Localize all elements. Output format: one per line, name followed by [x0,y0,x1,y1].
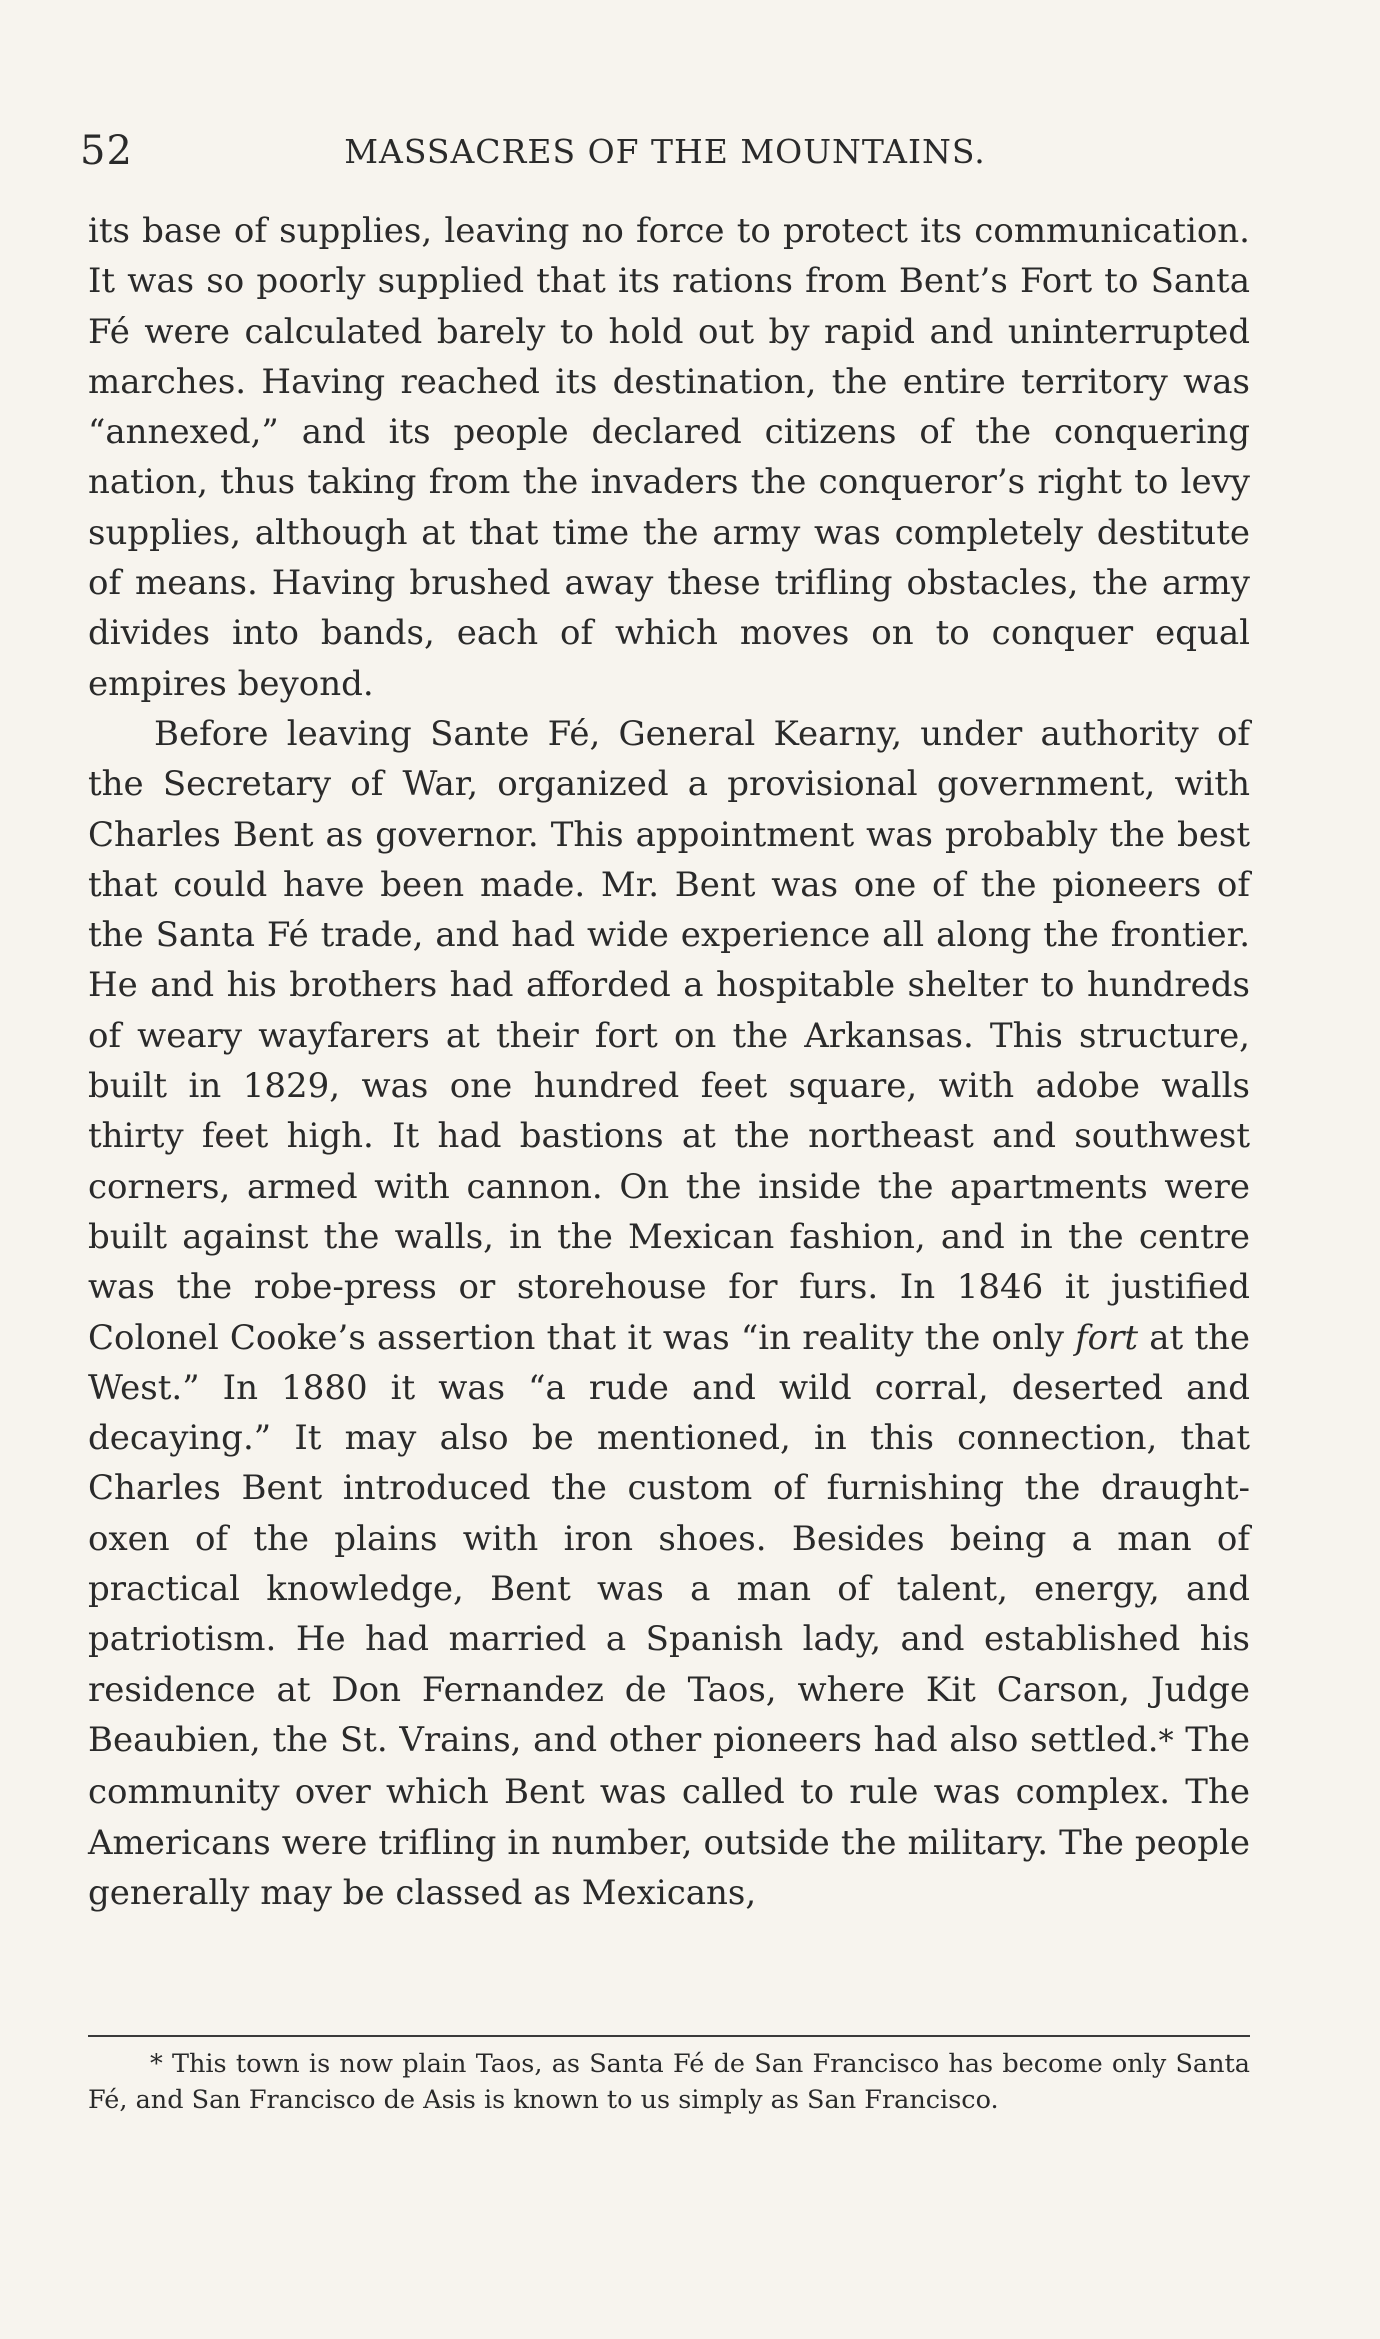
paragraph-text: The community over which Bent was called to rule was complex. The Americans were trifling in number, outside the military. The people generally may be classed as Mexicans, [88,1719,1250,1913]
page-number: 52 [80,128,133,174]
paragraph-continued: its base of supplies, leaving no force to protect its communication. It was so poorly supplied that its rations from Bent’s Fort to Santa Fé were calculated barely to hold out by rapid and uninterrupted marches. Having reached its destination, the entire territory was “annexed,” and its people declared citizens of the conquering nation, thus taking from the invaders the conqueror’s right to levy supplies, although at that time the army was completely destitute of means. Having brushed away these trifling obstacles, the army divides into bands, each of which moves on to conquer equal empires beyond. [88,211,1250,704]
running-head [80,128,1250,178]
footnote-rule [88,2035,1250,2037]
emphasis-fort: fort [1075,1317,1139,1358]
body-text [88,206,1250,1918]
footnote: * This town is now plain Taos, as Santa Fé de San Francisco has become only Santa Fé, and San Francisco de Asis is known to us simply as San Francisco. [88,2049,1250,2115]
paragraph-bent-governor [88,709,1250,1918]
running-title: MASSACRES OF THE MOUNTAINS. [344,132,986,171]
paragraph-text: Before leaving Sante Fé, General Kearny, under authority of the Secretary of War, organized a provisional government, with Charles Bent as governor. This appointment was probably the best that could have been made. Mr. Bent was one of the pioneers of the Santa Fé trade, and had wide experience all along the frontier. He and his brothers had afforded a hospitable shelter to hundreds of weary wayfarers at their fort on the Arkansas. This structure, built in 1829, was one hundred feet square, with adobe walls thirty feet high. It had bastions at the northeast and southwest corners, armed with cannon. On the inside the apartments were built against the walls, in the Mexican fashion, and in the centre was the robe-press or storehouse for furs. In 1846 it justified Colonel Cooke’s assertion that it was “in reality the only [88,713,1250,1358]
footnote-marker: * [1158,1723,1174,1759]
paragraph-text: at the West.” In 1880 it was “a rude and wild corral, deserted and decaying.” It may also be mentioned, in this connection, that Charles Bent introduced the custom of furnishing the draught-oxen of the plains with iron shoes. Besides being a man of practical knowledge, Bent was a man of talent, energy, and patriotism. He had married a Spanish lady, and established his residence at Don Fernandez de Taos, where Kit Carson, Judge Beaubien, the St. Vrains, and other pioneers had also settled. [88,1317,1251,1760]
